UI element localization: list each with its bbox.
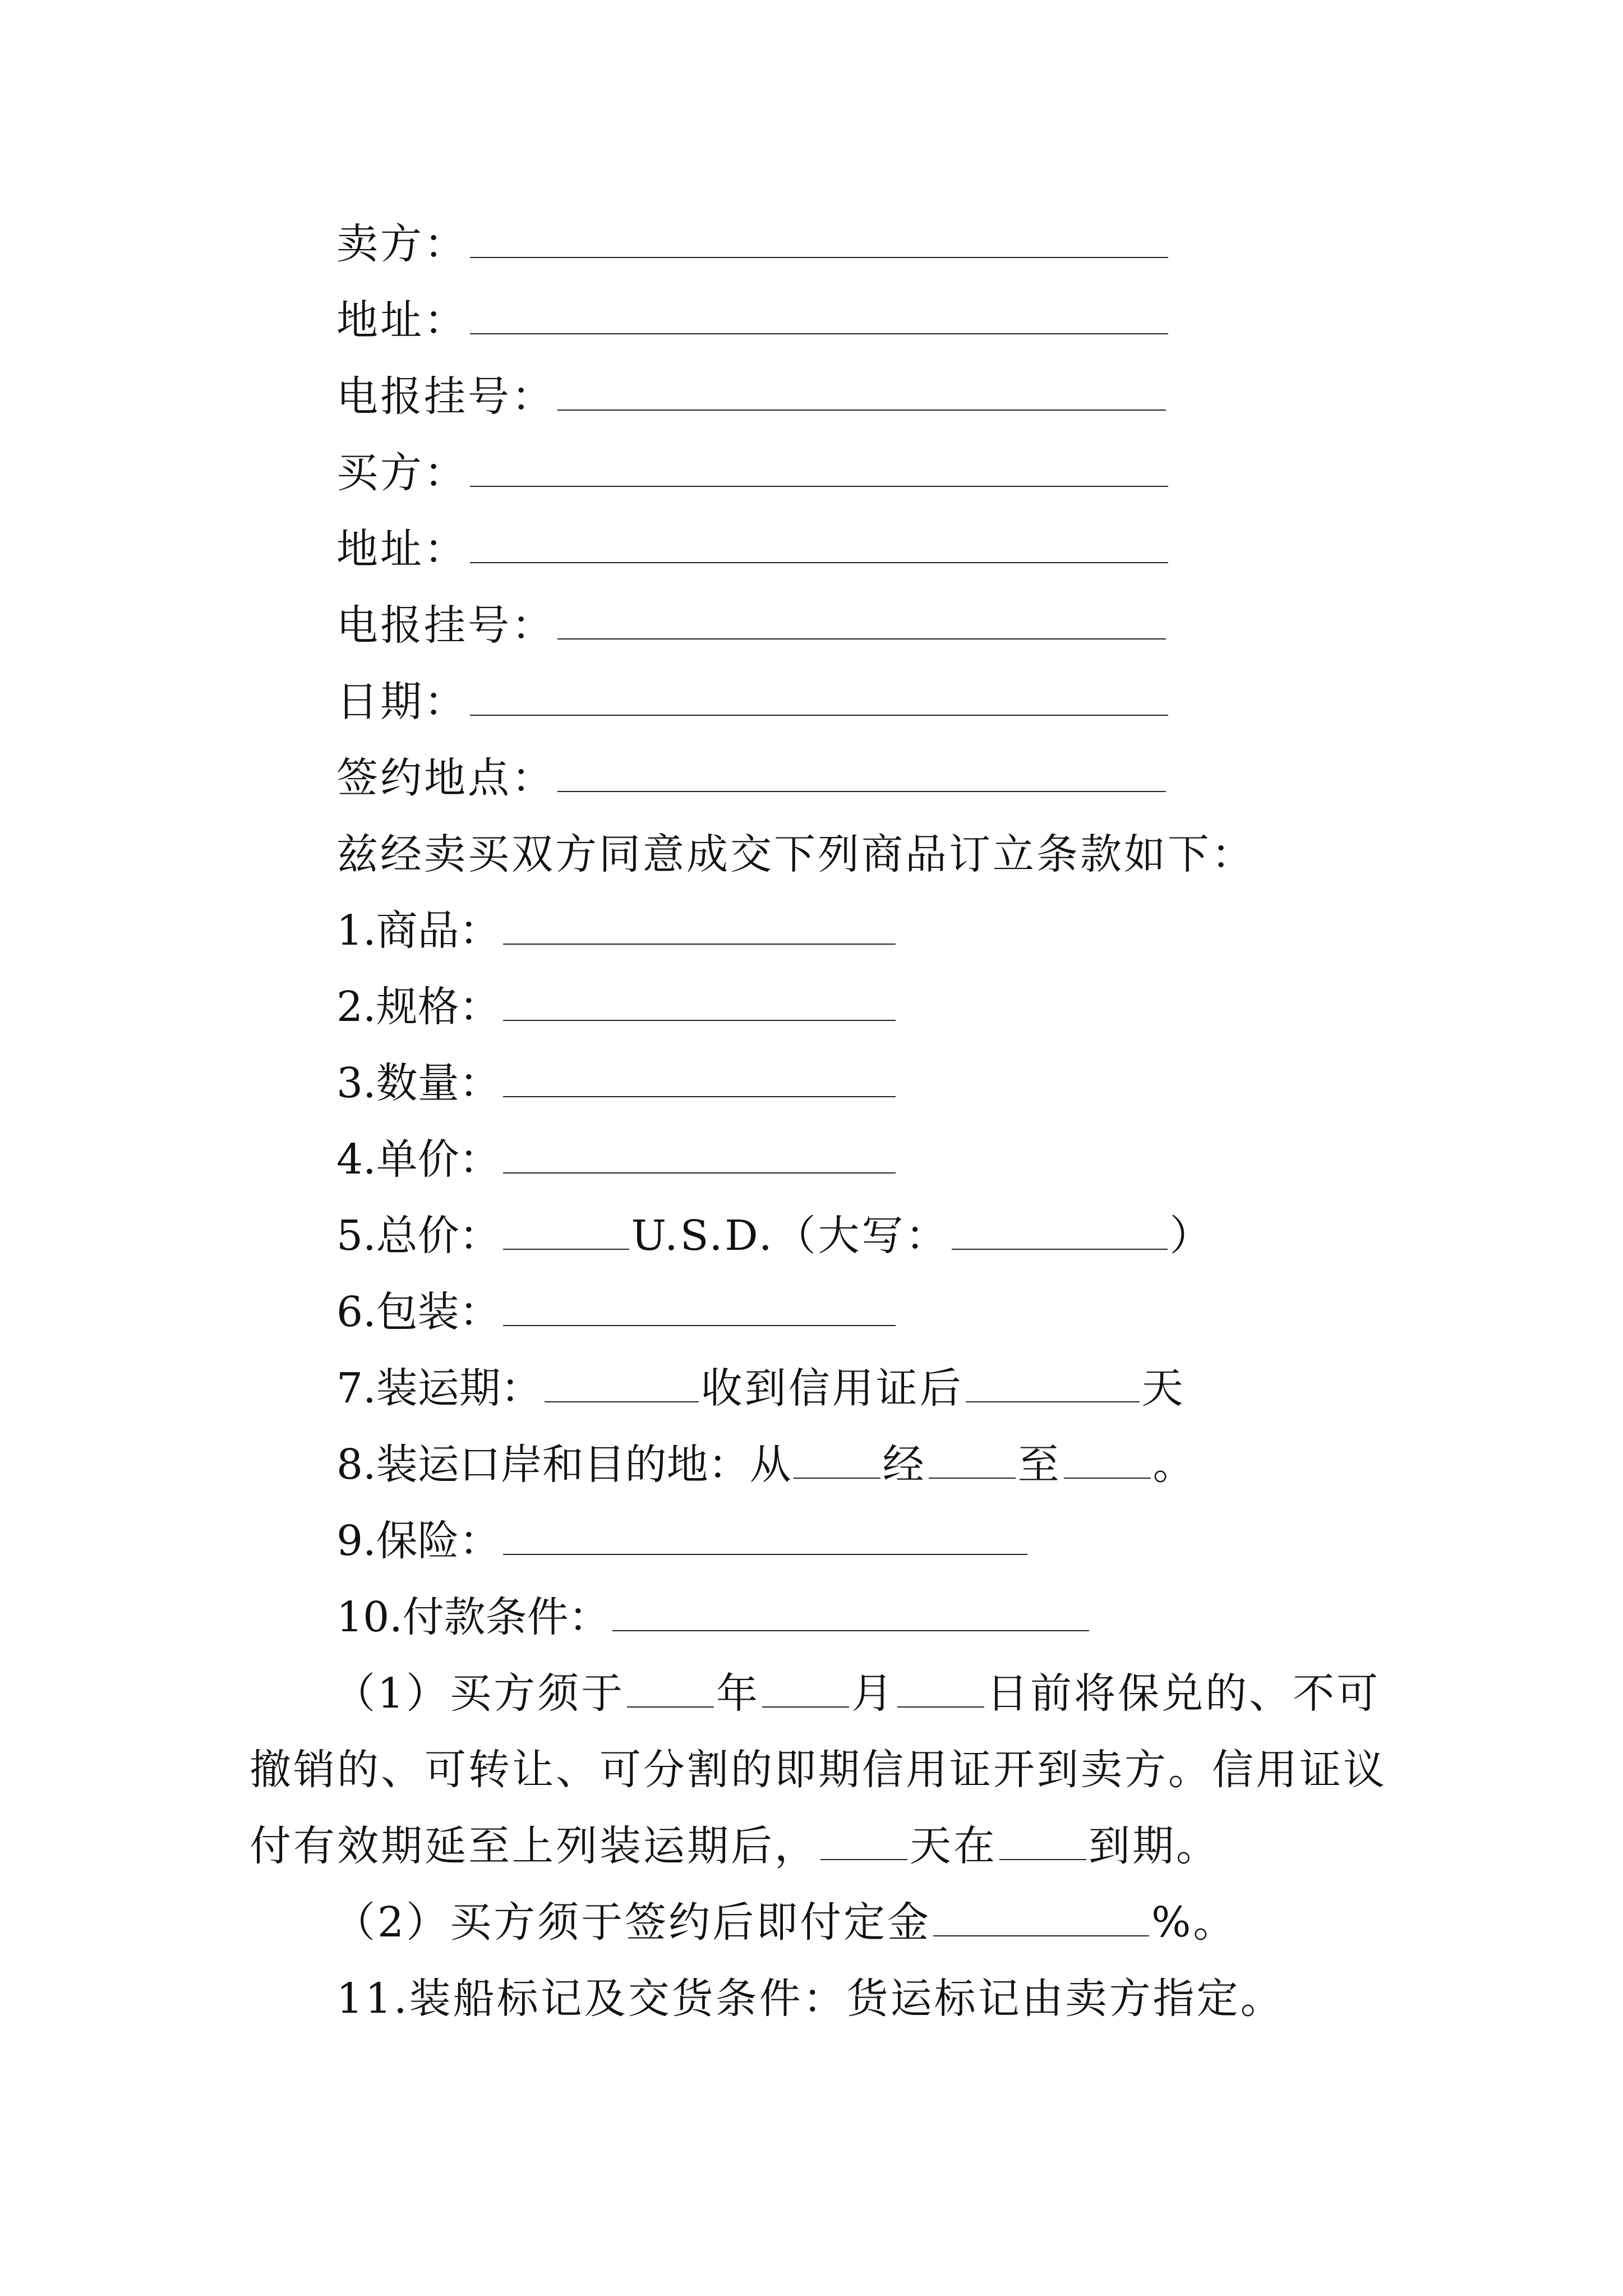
payment-terms-blank[interactable] xyxy=(612,1593,1089,1631)
intro-text: 兹经卖买双方同意成交下列商品订立条款如下： xyxy=(336,830,1255,878)
payment-2-row xyxy=(334,1889,1237,1956)
seller-address-blank[interactable] xyxy=(470,296,1168,334)
period-text: 。 xyxy=(1152,1441,1197,1489)
insurance-blank[interactable] xyxy=(503,1517,1027,1555)
days-after-lc-blank[interactable] xyxy=(966,1364,1140,1402)
clause-10-row xyxy=(336,1584,1091,1651)
unit-price-blank[interactable] xyxy=(503,1135,896,1174)
payment-1-line1 xyxy=(334,1660,1380,1727)
clause-7-label: 7.装运期： xyxy=(336,1364,542,1412)
quantity-blank[interactable] xyxy=(503,1059,896,1097)
clause-3-label: 3.数量： xyxy=(336,1059,501,1107)
year-blank[interactable] xyxy=(627,1669,714,1708)
payment-1-line3-start: 付有效期延至上列装运期后， xyxy=(250,1822,818,1870)
currency-text: U.S.D.（大写： xyxy=(631,1212,949,1260)
day-text: 日前将保兑的、不可 xyxy=(986,1669,1381,1718)
clause-8-label: 8.装运口岸和目的地：从 xyxy=(336,1441,791,1489)
buyer-cable-row xyxy=(336,592,1168,659)
lc-received-text: 收到信用证后 xyxy=(700,1364,963,1412)
month-text: 月 xyxy=(851,1669,896,1718)
clause-5-row xyxy=(336,1202,1214,1269)
commodity-blank[interactable] xyxy=(503,907,896,945)
buyer-address-row xyxy=(336,516,1170,583)
packing-blank[interactable] xyxy=(503,1288,896,1326)
clause-4-label: 4.单价： xyxy=(336,1135,501,1184)
via-text: 经 xyxy=(882,1441,926,1489)
total-amount-blank[interactable] xyxy=(503,1212,629,1250)
clause-6-row xyxy=(336,1278,898,1346)
percent-text: %。 xyxy=(1151,1898,1237,1947)
clause-3-row xyxy=(336,1050,898,1117)
payment-1-line2: 撤销的、可转让、可分割的即期信用证开到卖方。信用证议 xyxy=(250,1746,1387,1794)
payment-1-line3 xyxy=(250,1812,1394,1880)
buyer-address-blank[interactable] xyxy=(470,525,1168,563)
place-row xyxy=(336,744,1168,812)
clause-9-label: 9.保险： xyxy=(336,1517,501,1565)
payment-1-start: （1）买方须于 xyxy=(334,1669,625,1718)
clause-7-row xyxy=(336,1355,1186,1422)
deposit-percent-blank[interactable] xyxy=(933,1898,1149,1936)
clause-9-row xyxy=(336,1507,1030,1575)
buyer-address-label: 地址： xyxy=(336,525,468,573)
expire-text: 到期。 xyxy=(1089,1822,1220,1870)
to-text: 至 xyxy=(1017,1441,1062,1489)
year-text: 年 xyxy=(716,1669,760,1718)
clause-1-row xyxy=(336,897,898,964)
port-from-blank[interactable] xyxy=(794,1441,880,1479)
expiry-place-blank[interactable] xyxy=(999,1822,1086,1860)
clause-10-label: 10.付款条件： xyxy=(336,1593,610,1641)
place-label: 签约地点： xyxy=(336,754,555,802)
day-blank[interactable] xyxy=(897,1669,984,1708)
clause-11-text: 11.装船标记及交货条件：货运标记由卖方指定。 xyxy=(336,1975,1284,2023)
buyer-cable-blank[interactable] xyxy=(557,601,1166,639)
buyer-cable-label: 电报挂号： xyxy=(336,601,555,650)
close-paren: ） xyxy=(1169,1212,1214,1260)
clause-8-row xyxy=(336,1431,1197,1498)
buyer-blank[interactable] xyxy=(470,449,1168,487)
seller-address-label: 地址： xyxy=(336,296,468,344)
seller-label: 卖方： xyxy=(336,220,468,268)
place-blank[interactable] xyxy=(557,754,1166,792)
date-label: 日期： xyxy=(336,678,468,726)
clause-5-label: 5.总价： xyxy=(336,1212,501,1260)
clause-1-label: 1.商品： xyxy=(336,907,501,955)
specification-blank[interactable] xyxy=(503,983,896,1021)
clause-2-row xyxy=(336,973,898,1041)
seller-blank[interactable] xyxy=(470,220,1168,258)
days-at-text: 天在 xyxy=(910,1822,997,1870)
amount-in-words-blank[interactable] xyxy=(952,1212,1168,1250)
clause-2-label: 2.规格： xyxy=(336,983,501,1031)
date-row xyxy=(336,668,1170,735)
clause-4-row xyxy=(336,1126,898,1193)
port-to-blank[interactable] xyxy=(1064,1441,1151,1479)
seller-cable-row xyxy=(336,363,1168,430)
buyer-label: 买方： xyxy=(336,449,468,497)
shipment-time-blank[interactable] xyxy=(545,1364,699,1402)
port-via-blank[interactable] xyxy=(929,1441,1016,1479)
month-blank[interactable] xyxy=(762,1669,849,1708)
seller-address-row xyxy=(336,287,1170,354)
days-text: 天 xyxy=(1141,1364,1186,1412)
validity-days-blank[interactable] xyxy=(820,1822,907,1860)
payment-2-start: （2）买方须于签约后即付定金 xyxy=(334,1898,932,1947)
clause-6-label: 6.包装： xyxy=(336,1288,501,1336)
seller-cable-blank[interactable] xyxy=(557,372,1166,411)
seller-row xyxy=(336,210,1170,278)
buyer-row xyxy=(336,439,1170,507)
seller-cable-label: 电报挂号： xyxy=(336,372,555,421)
date-blank[interactable] xyxy=(470,678,1168,716)
